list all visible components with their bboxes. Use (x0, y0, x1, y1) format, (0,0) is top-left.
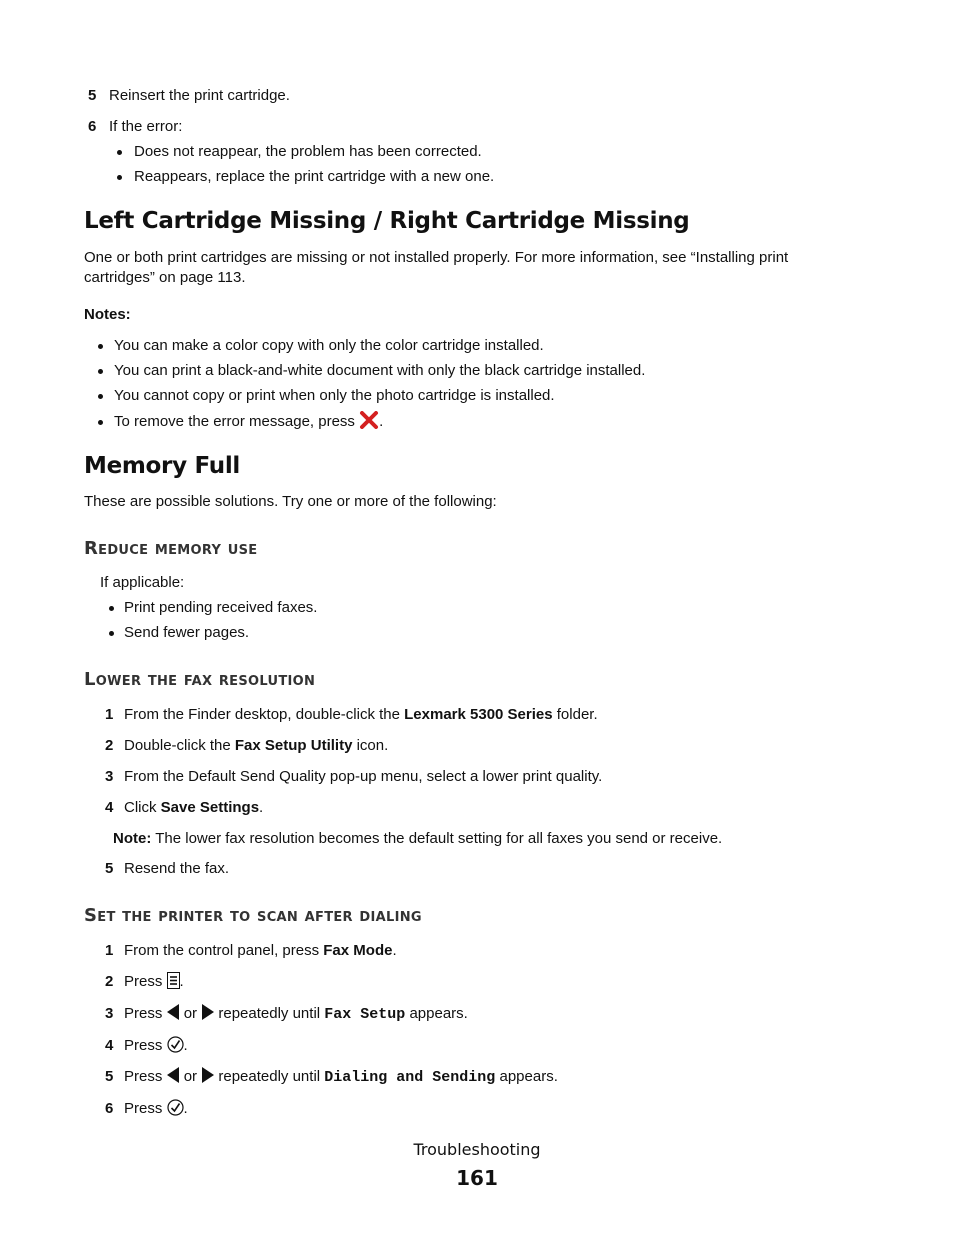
bullet-icon (98, 344, 103, 349)
text: . (179, 973, 184, 990)
step-number: 5 (105, 860, 114, 877)
page-number: 161 (456, 1166, 498, 1190)
list-item (117, 143, 482, 160)
text: or (183, 1068, 198, 1085)
step (105, 768, 603, 785)
section-paragraph-line: One or both print cartridges are missing or not installed properly. For more information, see “Installing print (84, 249, 789, 266)
step-6-top (88, 118, 183, 135)
step (105, 1068, 558, 1086)
cancel-x-icon (359, 411, 379, 429)
list-item (109, 624, 249, 641)
step-number: 3 (105, 768, 114, 785)
bullet-icon (117, 150, 122, 155)
bullet-icon (98, 369, 103, 374)
step-text (124, 1005, 468, 1023)
step (105, 1100, 188, 1117)
step-number: 2 (105, 737, 114, 754)
step-number: 5 (88, 87, 97, 104)
list-item-text: You can make a color copy with only the color cartridge installed. (114, 337, 544, 354)
text: folder. (556, 706, 598, 723)
note-label: Note: (113, 830, 152, 847)
text: From the Finder desktop, double-click the (124, 706, 400, 723)
step-text (124, 737, 388, 754)
punctuation: . (379, 413, 384, 430)
bold-text: Lexmark 5300 Series (404, 706, 553, 723)
step-text (124, 942, 397, 959)
step-number: 6 (88, 118, 97, 135)
right-arrow-icon (201, 1004, 214, 1020)
step (105, 799, 264, 816)
text: repeatedly until (218, 1005, 321, 1022)
footer-section-label: Troubleshooting (413, 1140, 541, 1159)
step-number: 4 (105, 1037, 114, 1054)
step-text (124, 1100, 188, 1117)
list-item (98, 387, 555, 404)
step-text (124, 799, 263, 816)
bullet-icon (117, 175, 122, 180)
section-heading: Left Cartridge Missing / Right Cartridge Missing (84, 208, 690, 234)
bold-text: Fax Mode (323, 942, 393, 959)
section-intro: These are possible solutions. Try one or more of the following: (84, 493, 497, 510)
step-text (124, 1037, 188, 1054)
menu-icon (167, 972, 180, 989)
list-item-text: Reappears, replace the print cartridge with a new one. (134, 168, 495, 185)
text: appears. (409, 1005, 468, 1022)
step (105, 1037, 188, 1054)
list-item-text: Print pending received faxes. (124, 599, 318, 616)
step (105, 942, 397, 959)
step-text: If the error: (109, 118, 183, 135)
step (105, 737, 389, 754)
step-number: 6 (105, 1100, 114, 1117)
step-text (124, 706, 598, 723)
step-text (124, 973, 184, 990)
step-number: 1 (105, 706, 114, 723)
bullet-icon (98, 420, 103, 425)
subsection-heading: Set the printer to scan after dialing (84, 905, 422, 926)
list-item-text: To remove the error message, press (114, 413, 355, 430)
bullet-icon (98, 394, 103, 399)
step (105, 706, 598, 723)
step-number: 1 (105, 942, 114, 959)
text: Double-click the (124, 737, 231, 754)
left-arrow-icon (167, 1067, 180, 1083)
list-item (109, 599, 317, 616)
text: Press (124, 1037, 163, 1054)
text: Press (124, 1005, 163, 1022)
bold-text: Save Settings (160, 799, 260, 816)
subsection-intro: If applicable: (100, 574, 185, 591)
step (105, 1005, 468, 1023)
text: . (392, 942, 397, 959)
text: Press (124, 1100, 163, 1117)
code-text: Dialing and Sending (324, 1069, 496, 1086)
text: Press (124, 1068, 163, 1085)
step-text: Resend the fax. (124, 860, 230, 877)
step (105, 973, 184, 990)
section-paragraph-line: cartridges” on page 113. (84, 269, 246, 286)
note-text: The lower fax resolution becomes the default setting for all faxes you send or receive. (155, 830, 723, 847)
section-heading: Memory Full (84, 453, 241, 479)
list-item (98, 337, 544, 354)
step (105, 860, 230, 877)
text: From the control panel, press (124, 942, 320, 959)
step-text: From the Default Send Quality pop-up menu, select a lower print quality. (124, 768, 603, 785)
list-item-text: Does not reappear, the problem has been corrected. (134, 143, 482, 160)
text: . (259, 799, 264, 816)
bold-text: Fax Setup Utility (234, 737, 353, 754)
list-item-text: You cannot copy or print when only the photo cartridge is installed. (114, 387, 555, 404)
select-check-icon (167, 1036, 184, 1053)
note (113, 830, 722, 847)
text: or (183, 1005, 198, 1022)
list-item (98, 362, 645, 379)
text: . (183, 1100, 188, 1117)
step-text (124, 1068, 558, 1086)
bullet-icon (109, 606, 114, 611)
step-text: Reinsert the print cartridge. (109, 87, 290, 104)
list-item (98, 413, 383, 430)
step-number: 3 (105, 1005, 114, 1022)
text: Press (124, 973, 163, 990)
step-5-top (88, 87, 290, 104)
text: repeatedly until (218, 1068, 321, 1085)
left-arrow-icon (167, 1004, 180, 1020)
text: . (183, 1037, 188, 1054)
right-arrow-icon (201, 1067, 214, 1083)
code-text: Fax Setup (324, 1006, 406, 1023)
list-item (117, 168, 494, 185)
bullet-icon (109, 631, 114, 636)
subsection-heading: Reduce memory use (84, 538, 258, 559)
text: appears. (499, 1068, 558, 1085)
list-item-text: You can print a black-and-white document with only the black cartridge installed. (114, 362, 646, 379)
step-number: 5 (105, 1068, 114, 1085)
subsection-heading: Lower the fax resolution (84, 669, 316, 690)
notes-label: Notes: (84, 306, 131, 323)
text: Click (124, 799, 157, 816)
list-item-text: Send fewer pages. (124, 624, 250, 641)
select-check-icon (167, 1099, 184, 1116)
step-number: 2 (105, 973, 114, 990)
text: icon. (356, 737, 389, 754)
step-number: 4 (105, 799, 114, 816)
